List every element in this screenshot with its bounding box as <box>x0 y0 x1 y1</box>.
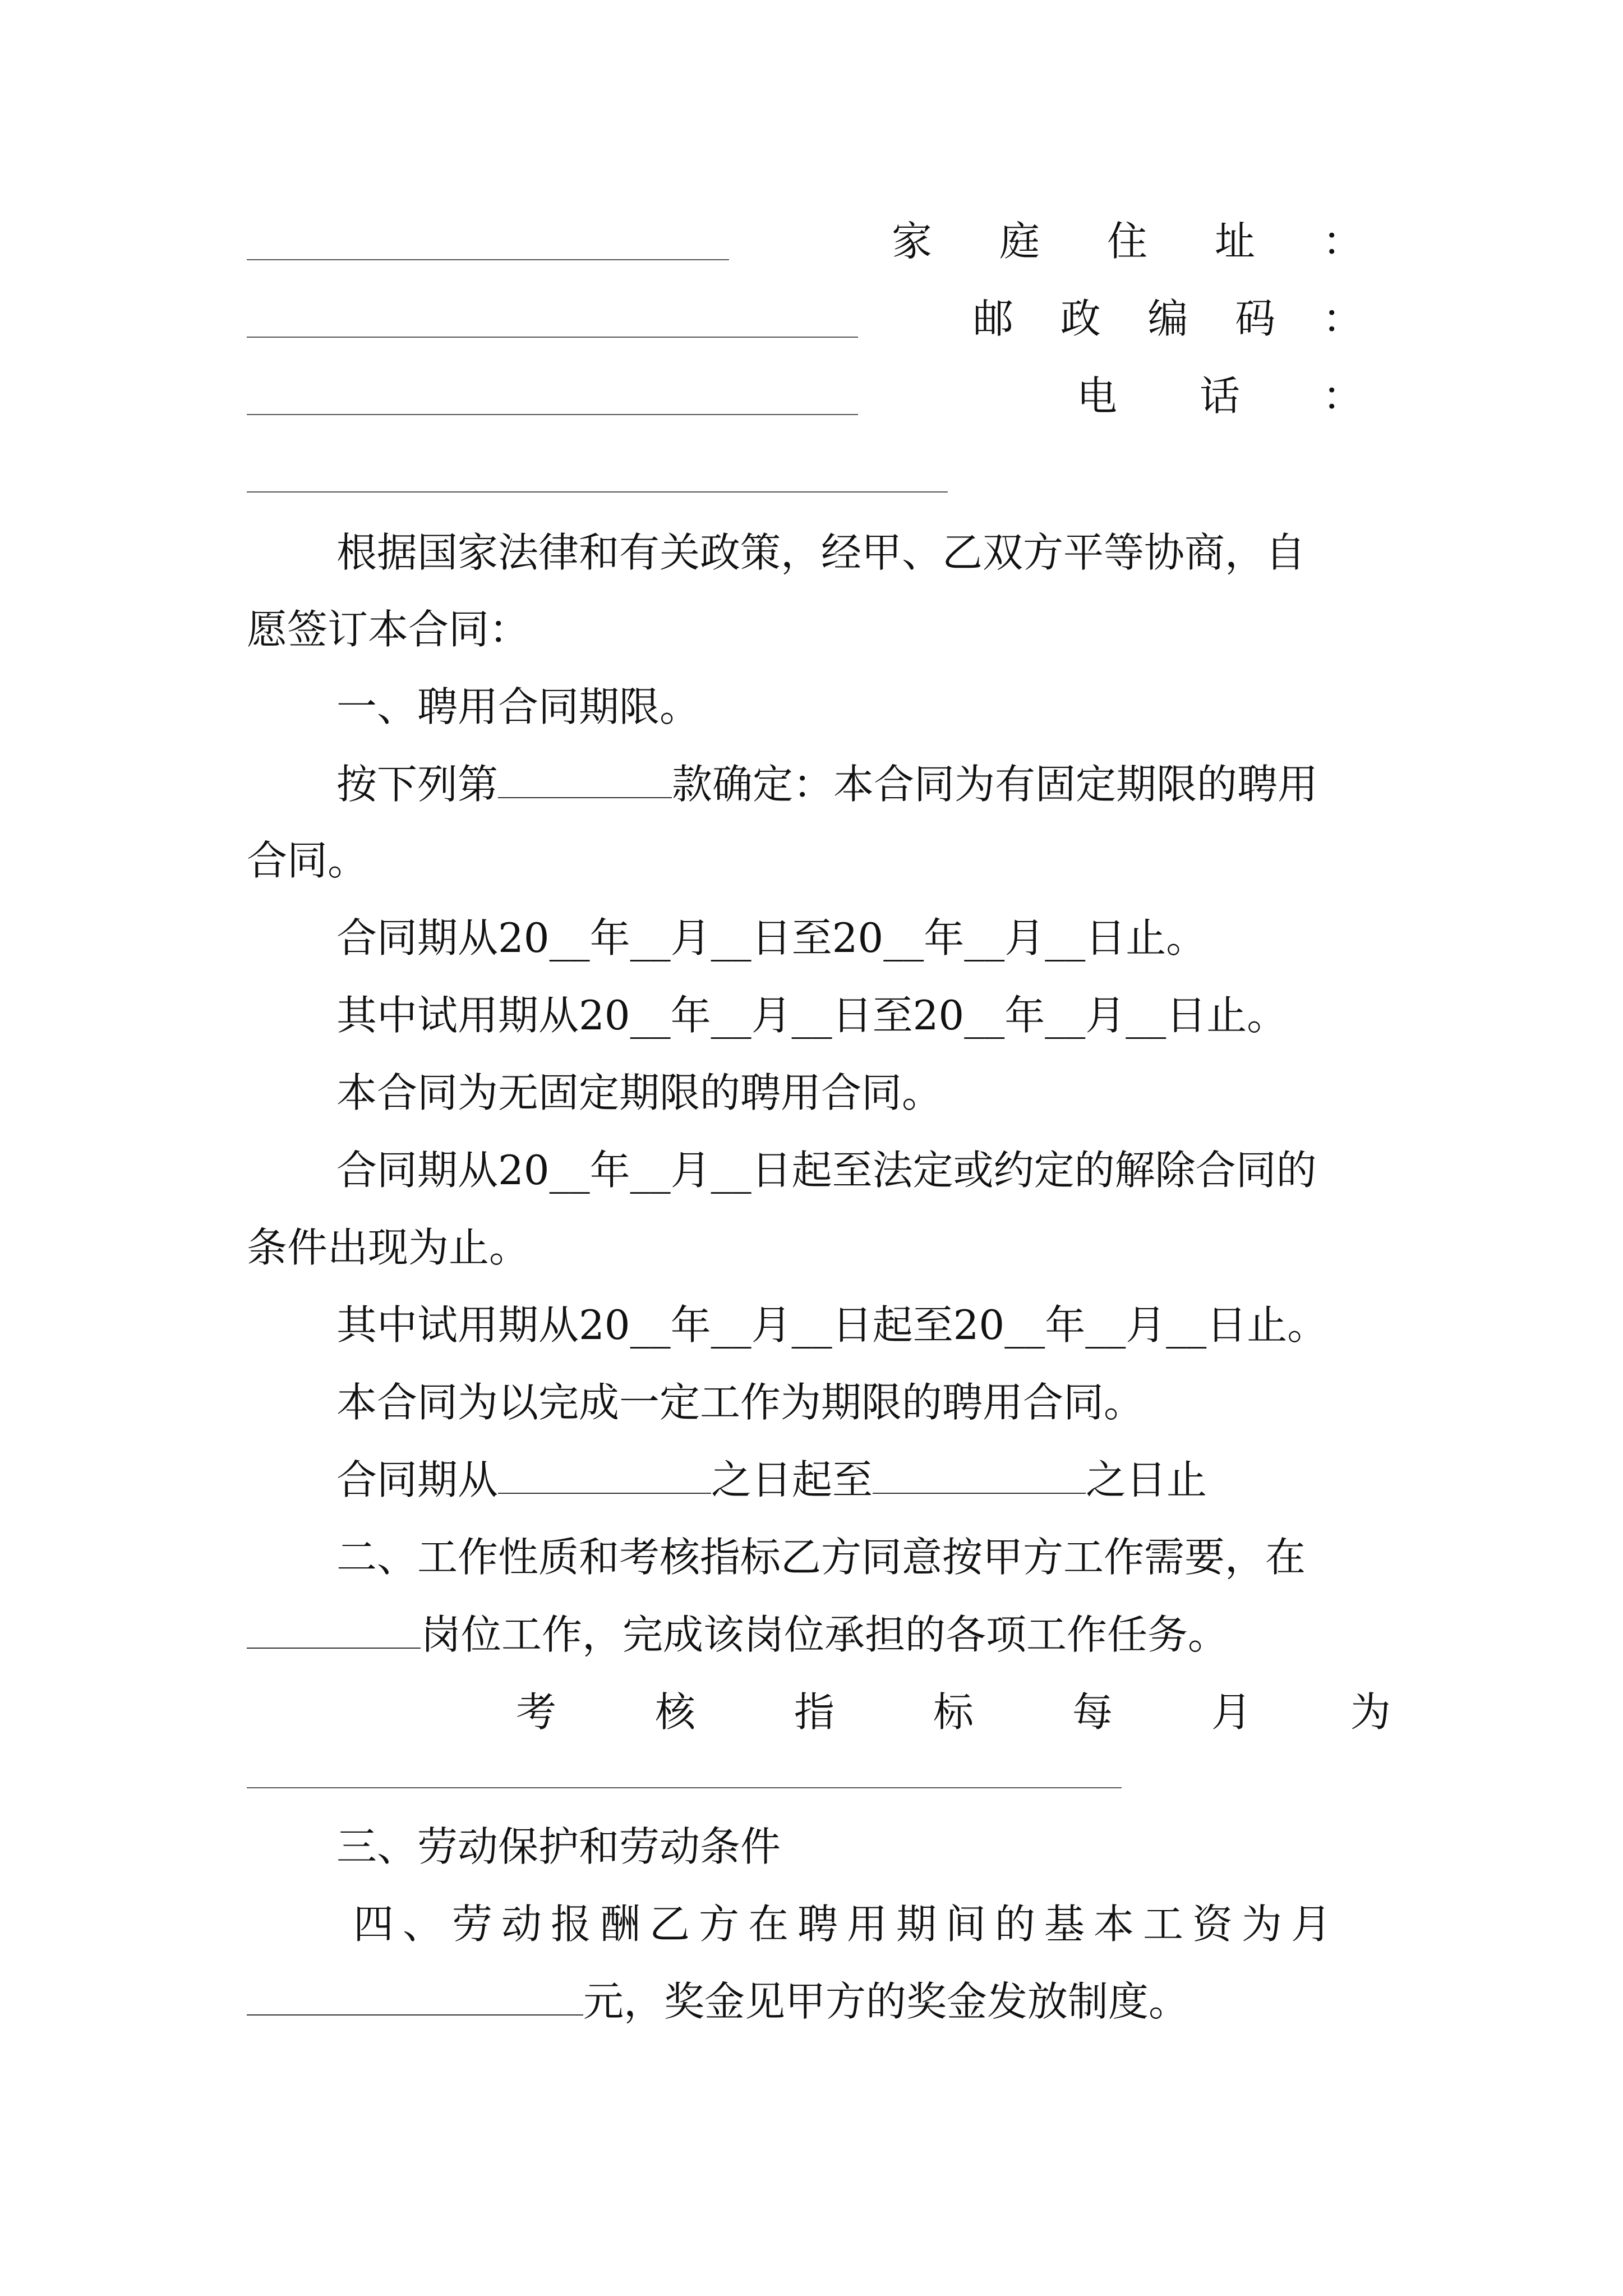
section-4-line-1-text: 四、劳动报酬乙方在聘用期间的基本工资为月 <box>353 1901 1341 1948</box>
kpi-char: 考 <box>516 1688 557 1736</box>
postal-char: 邮 <box>973 295 1014 342</box>
phone-char: ： <box>1322 372 1363 420</box>
address-char: 家 <box>892 218 933 265</box>
address-label <box>892 208 1363 275</box>
kpi-char: 每 <box>1072 1688 1113 1736</box>
section-4-line-2 <box>247 1968 1391 2035</box>
postal-char: 政 <box>1060 295 1101 342</box>
postal-label <box>973 285 1363 352</box>
section-2-line-2-text: 岗位工作，完成该岗位承担的各项工作任务。 <box>421 1611 1229 1658</box>
section-3-title: 三、劳动保护和劳动条件 <box>336 1823 781 1870</box>
section-1-clause-cont: 合同。 <box>247 837 368 884</box>
salary-blank <box>247 1981 583 2016</box>
kpi-char: 标 <box>933 1688 974 1736</box>
address-char: ： <box>1322 218 1363 265</box>
open-term-period: 合同期从20__年__月__日起至法定或约定的解除合同的 <box>336 1147 1317 1194</box>
section-4-line-1 <box>353 1890 1391 1958</box>
fixed-term-trial: 其中试用期从20__年__月__日至20__年__月__日止。 <box>336 992 1288 1039</box>
postal-char: 码 <box>1235 295 1276 342</box>
task-term-title: 本合同为以完成一定工作为期限的聘用合同。 <box>336 1379 1145 1426</box>
kpi-blank-line <box>247 1787 1122 1788</box>
section-2-line-1: 二、工作性质和考核指标乙方同意按甲方工作需要，在 <box>336 1534 1306 1581</box>
address-char: 住 <box>1106 218 1147 265</box>
open-term-period-cont: 条件出现为止。 <box>247 1224 530 1271</box>
clause-number-blank <box>498 763 672 798</box>
address-blank-line <box>247 259 729 260</box>
kpi-label <box>516 1678 1391 1746</box>
open-term-title: 本合同为无固定期限的聘用合同。 <box>336 1069 943 1116</box>
phone-char: 电 <box>1077 372 1118 420</box>
clause-suffix: 款确定：本合同为有固定期限的聘用 <box>672 761 1318 808</box>
task-period-prefix: 合同期从 <box>336 1456 499 1503</box>
address-char: 址 <box>1214 218 1255 265</box>
task-term-period <box>336 1446 1391 1513</box>
position-blank <box>247 1614 421 1649</box>
section-4-line-2-text: 元，奖金见甲方的奖金发放制度。 <box>583 1978 1189 2025</box>
open-term-trial: 其中试用期从20__年__月__日起至20__年__月__日止。 <box>336 1301 1328 1349</box>
task-period-suffix: 之日止 <box>1086 1456 1207 1503</box>
clause-prefix: 按下列第 <box>336 761 499 808</box>
postal-blank-line <box>247 337 858 338</box>
kpi-char: 核 <box>654 1688 695 1736</box>
fixed-term-period: 合同期从20__年__月__日至20__年__月__日止。 <box>336 914 1207 961</box>
kpi-char: 指 <box>794 1688 834 1736</box>
phone-blank-line <box>247 414 858 415</box>
section-1-title: 一、聘用合同期限。 <box>336 683 700 730</box>
postal-char: ： <box>1322 295 1363 342</box>
postal-char: 编 <box>1147 295 1188 342</box>
phone-value-blank-line <box>247 491 948 493</box>
intro-line-2: 愿签订本合同： <box>247 606 530 653</box>
intro-line-1: 根据国家法律和有关政策，经甲、乙双方平等协商，自 <box>336 529 1306 576</box>
section-1-clause <box>336 751 1391 818</box>
kpi-char: 月 <box>1211 1688 1252 1736</box>
task-start-blank <box>498 1459 711 1494</box>
section-2-line-2 <box>247 1601 1391 1668</box>
task-period-mid: 之日起至 <box>711 1456 873 1503</box>
kpi-char: 为 <box>1350 1688 1391 1736</box>
address-char: 庭 <box>999 218 1040 265</box>
phone-label <box>1077 362 1363 430</box>
task-end-blank <box>873 1459 1086 1494</box>
phone-char: 话 <box>1199 372 1240 420</box>
